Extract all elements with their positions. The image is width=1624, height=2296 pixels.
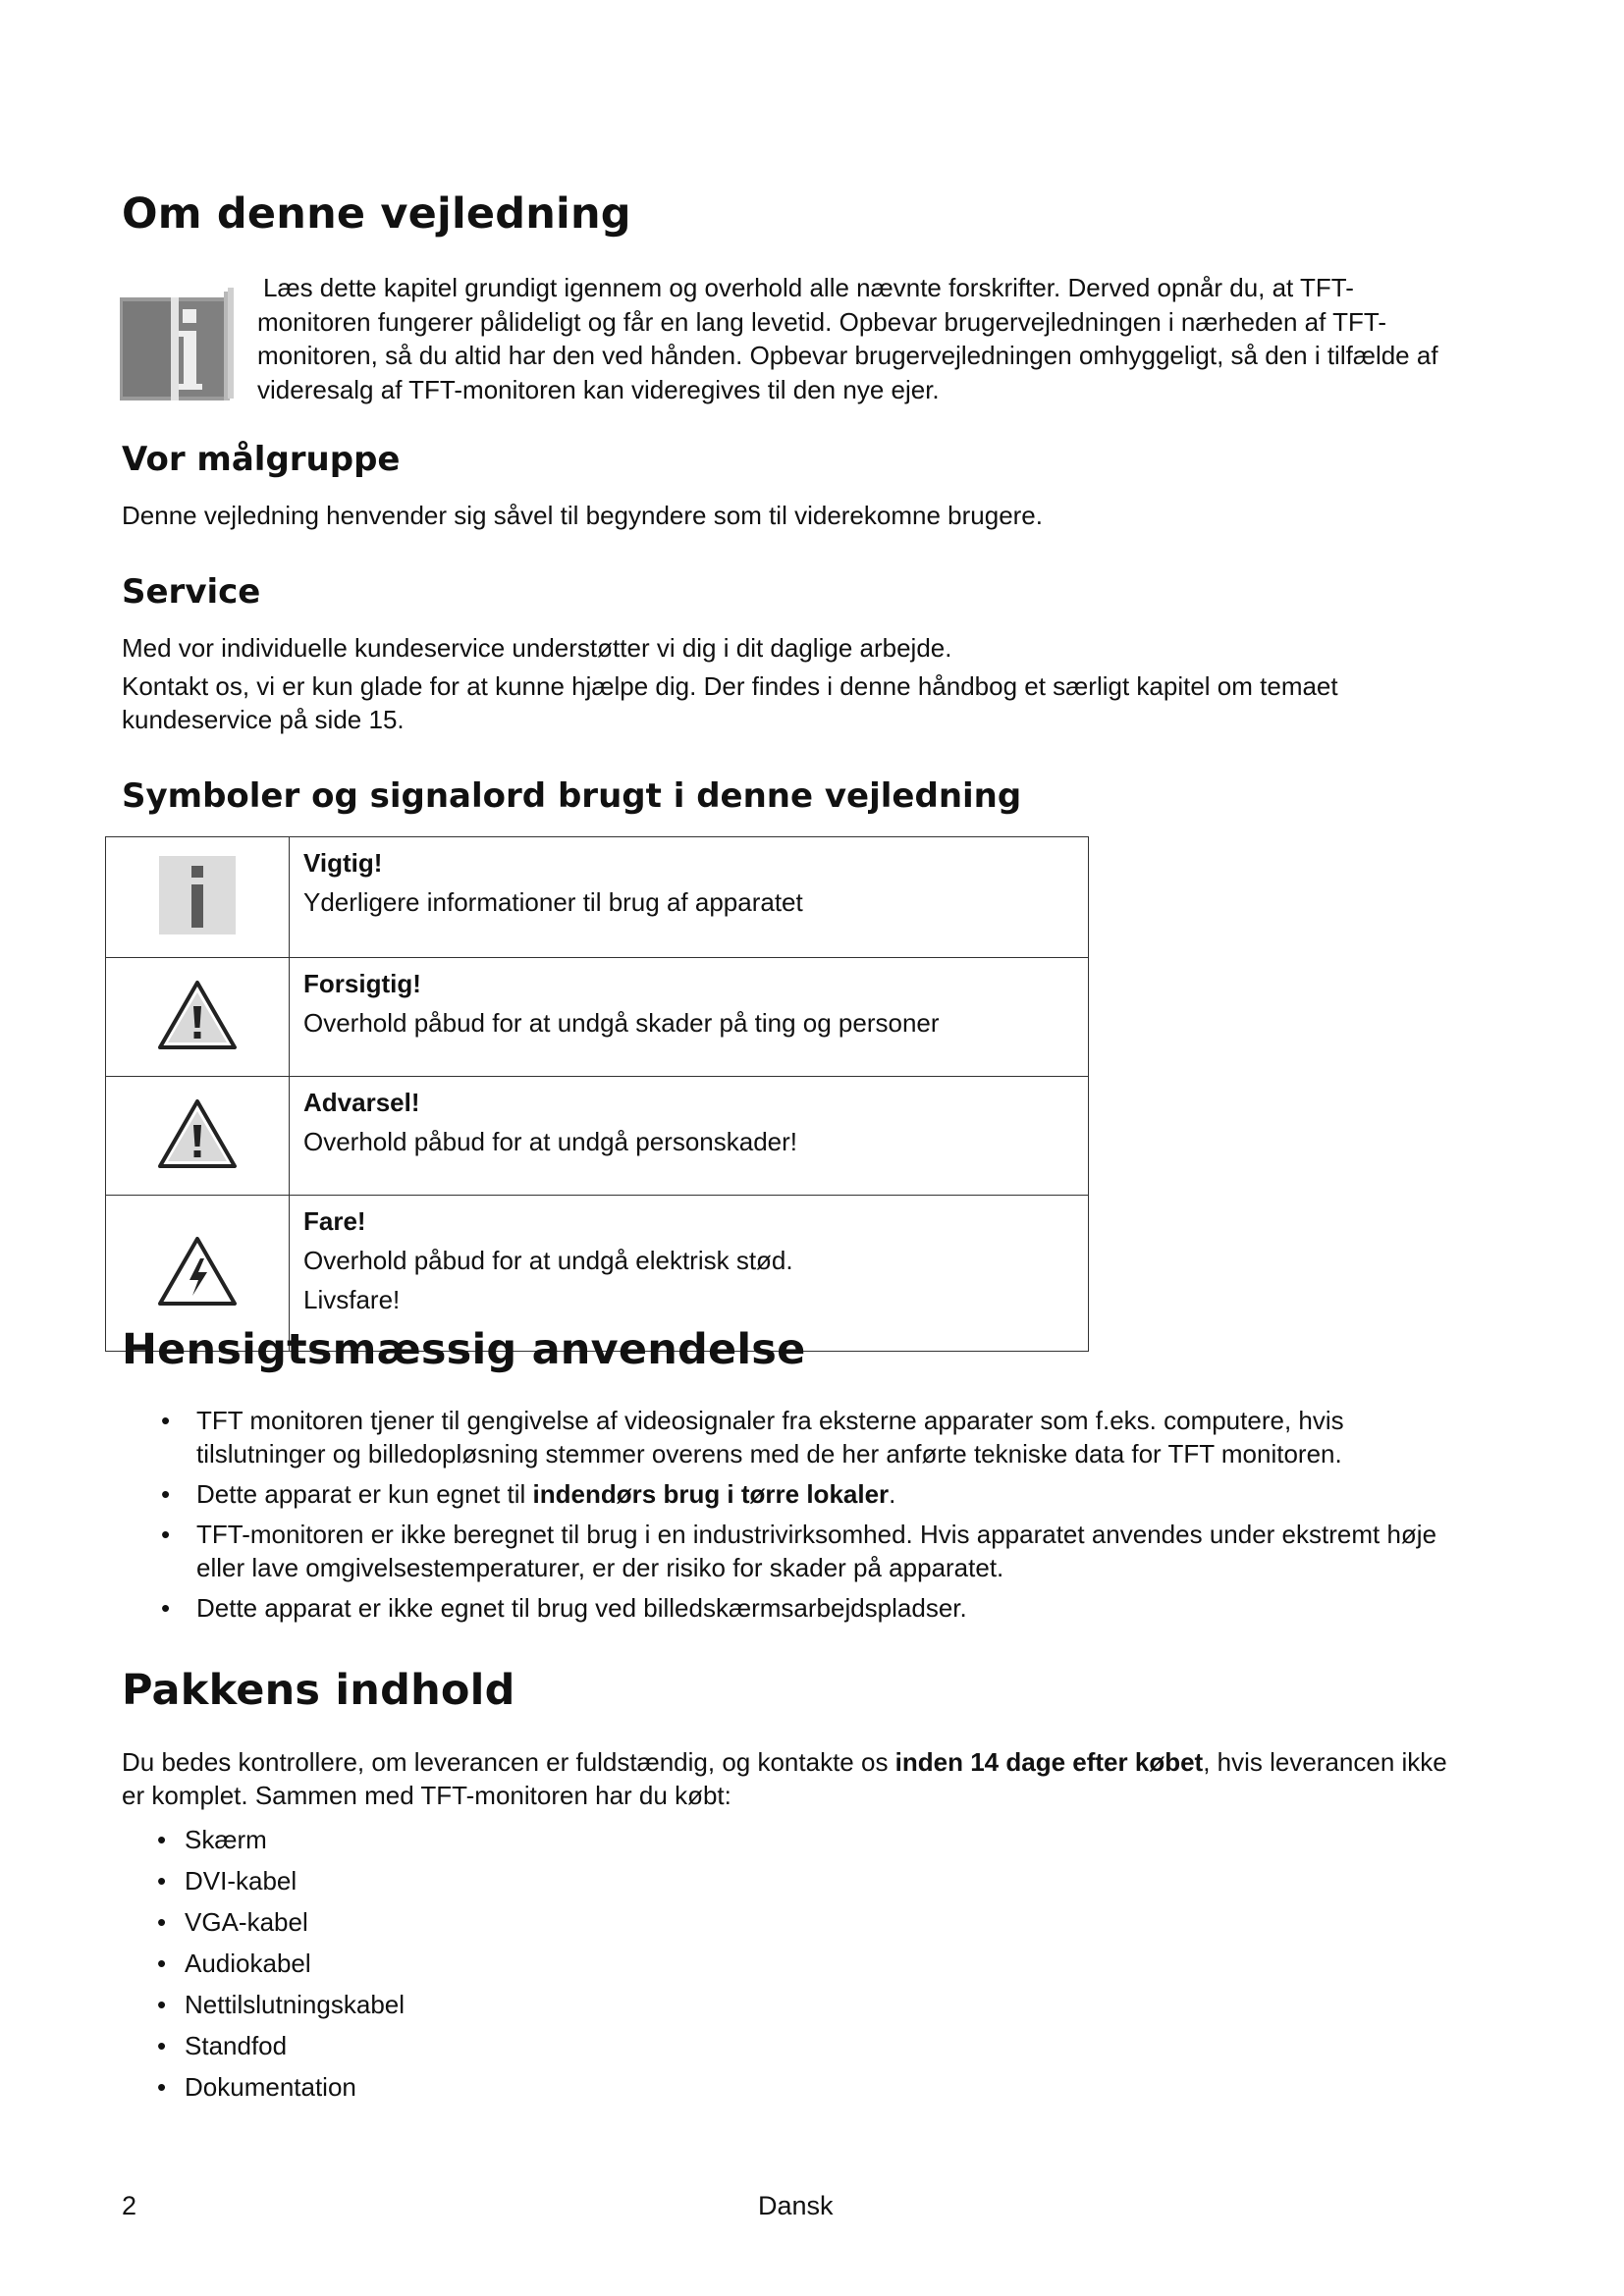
symbol-text-cell: [290, 1077, 1089, 1196]
list-item-text: Dette apparat er kun egnet til: [196, 1479, 533, 1509]
symbol-row: [106, 1077, 1089, 1196]
symbols-table: [105, 836, 1089, 1352]
list-item-text: Standfod: [185, 2031, 288, 2060]
bullet-icon: •: [157, 1990, 167, 2019]
footer-language: Dansk: [758, 2191, 834, 2220]
caution-triangle-icon: [156, 979, 239, 1051]
list-item-text-end: .: [889, 1479, 896, 1509]
symbol-description: Overhold påbud for at undgå personskader!: [303, 1127, 798, 1156]
symbol-description: Overhold påbud for at undgå elektrisk stød.: [303, 1246, 793, 1275]
symbol-title: Vigtig!: [303, 848, 383, 878]
package-intro-emphasis: inden 14 dage efter købet: [894, 1747, 1204, 1777]
package-intro-text: Du bedes kontrollere, om leverancen er fuldstændig, og kontakte os: [122, 1747, 895, 1777]
list-item-text: Dette apparat er ikke egnet til brug ved billedskærmsarbejdspladser.: [196, 1593, 967, 1623]
symbol-title: Forsigtig!: [303, 969, 421, 998]
list-item: [157, 2025, 405, 2066]
list-item-text: Nettilslutningskabel: [185, 1990, 406, 2019]
bullet-icon: •: [161, 1479, 171, 1509]
bullet-icon: •: [157, 2031, 167, 2060]
list-item: [157, 1943, 405, 1984]
bullet-icon: •: [161, 1406, 171, 1435]
symbol-icon-cell: [106, 1077, 290, 1196]
warning-triangle-icon: [156, 1097, 239, 1170]
symbol-icon-cell: [106, 958, 290, 1077]
list-item-text: VGA-kabel: [185, 1907, 308, 1937]
heading-target-group: Vor målgruppe: [122, 440, 401, 479]
heading-package: Pakkens indhold: [122, 1666, 515, 1715]
info-icon: [159, 856, 236, 934]
list-item: [157, 2066, 405, 2108]
list-item: [157, 1901, 405, 1943]
list-item: [157, 1984, 405, 2025]
manual-info-icon: [120, 288, 235, 402]
list-item: [161, 1404, 1467, 1470]
symbol-icon-cell: [106, 837, 290, 958]
list-item-text: Dokumentation: [185, 2072, 356, 2102]
symbol-text-cell: [290, 958, 1089, 1077]
package-intro: [122, 1745, 1477, 1812]
heading-about: Om denne vejledning: [122, 189, 631, 239]
list-item-text: Skærm: [185, 1825, 267, 1854]
list-item-text: TFT-monitoren er ikke beregnet til brug i en industrivirksomhed. Hvis apparatet anvendes under ekstremt høje eller lave omgivelsestemperaturer, er der risiko for skader på apparatet.: [196, 1520, 1437, 1582]
target-group-text: Denne vejledning henvender sig såvel til begyndere som til viderekomne brugere.: [122, 501, 1043, 530]
symbol-text-cell: [290, 837, 1089, 958]
list-item: [161, 1591, 1467, 1625]
bullet-icon: •: [157, 2072, 167, 2102]
symbol-row: [106, 958, 1089, 1077]
heading-symbols: Symboler og signalord brugt i denne vejledning: [122, 776, 1022, 816]
heading-intended-use: Hensigtsmæssig anvendelse: [122, 1325, 806, 1374]
list-item: [157, 1860, 405, 1901]
bullet-icon: •: [157, 1949, 167, 1978]
symbol-row: [106, 837, 1089, 958]
page-number: 2: [122, 2191, 137, 2220]
service-text-1: Med vor individuelle kundeservice understøtter vi dig i dit daglige arbejde.: [122, 633, 952, 663]
intended-use-list: [161, 1404, 1467, 1631]
heading-service: Service: [122, 572, 261, 612]
bullet-icon: •: [157, 1825, 167, 1854]
symbol-description: Livsfare!: [303, 1285, 401, 1314]
symbol-title: Advarsel!: [303, 1088, 420, 1117]
list-item-text: DVI-kabel: [185, 1866, 298, 1896]
bullet-icon: •: [157, 1907, 167, 1937]
electric-hazard-icon: [156, 1235, 239, 1308]
symbol-description: Yderligere informationer til brug af apparatet: [303, 887, 803, 917]
symbol-description: Overhold påbud for at undgå skader på ting og personer: [303, 1008, 940, 1038]
service-text-2: Kontakt os, vi er kun glade for at kunne hjælpe dig. Der findes i denne håndbog et særligt kapitel om temaet kundeservice på side 15.: [122, 671, 1338, 734]
symbol-title: Fare!: [303, 1206, 366, 1236]
list-item: [161, 1518, 1467, 1584]
package-list: [157, 1819, 405, 2108]
about-intro-text: Læs dette kapitel grundigt igennem og overhold alle nævnte forskrifter. Derved opnår du, at TFT-monitoren fungerer pålideligt og får en lang levetid. Opbevar brugervejledningen i nærheden af TFT-monitoren, så du altid har den ved hånden. Opbevar brugervejledningen omhyggeligt, så den i tilfælde af videresalg af TFT-monitoren kan videregives til den nye ejer.: [257, 273, 1438, 404]
bullet-icon: •: [157, 1866, 167, 1896]
list-item: [161, 1477, 1467, 1511]
list-item: [157, 1819, 405, 1860]
bullet-icon: •: [161, 1593, 171, 1623]
bullet-icon: •: [161, 1520, 171, 1549]
list-item-emphasis: indendørs brug i tørre lokaler: [532, 1479, 890, 1509]
package-intro-text-end: , hvis leverancen ikke er komplet. Sammen med TFT-monitoren har du købt:: [122, 1747, 1447, 1810]
list-item-text: Audiokabel: [185, 1949, 311, 1978]
list-item-text: TFT monitoren tjener til gengivelse af videosignaler fra eksterne apparater som f.eks. computere, hvis tilslutninger og billedopløsning stemmer overens med de her anførte tekniske data for TFT monitoren.: [196, 1406, 1344, 1468]
